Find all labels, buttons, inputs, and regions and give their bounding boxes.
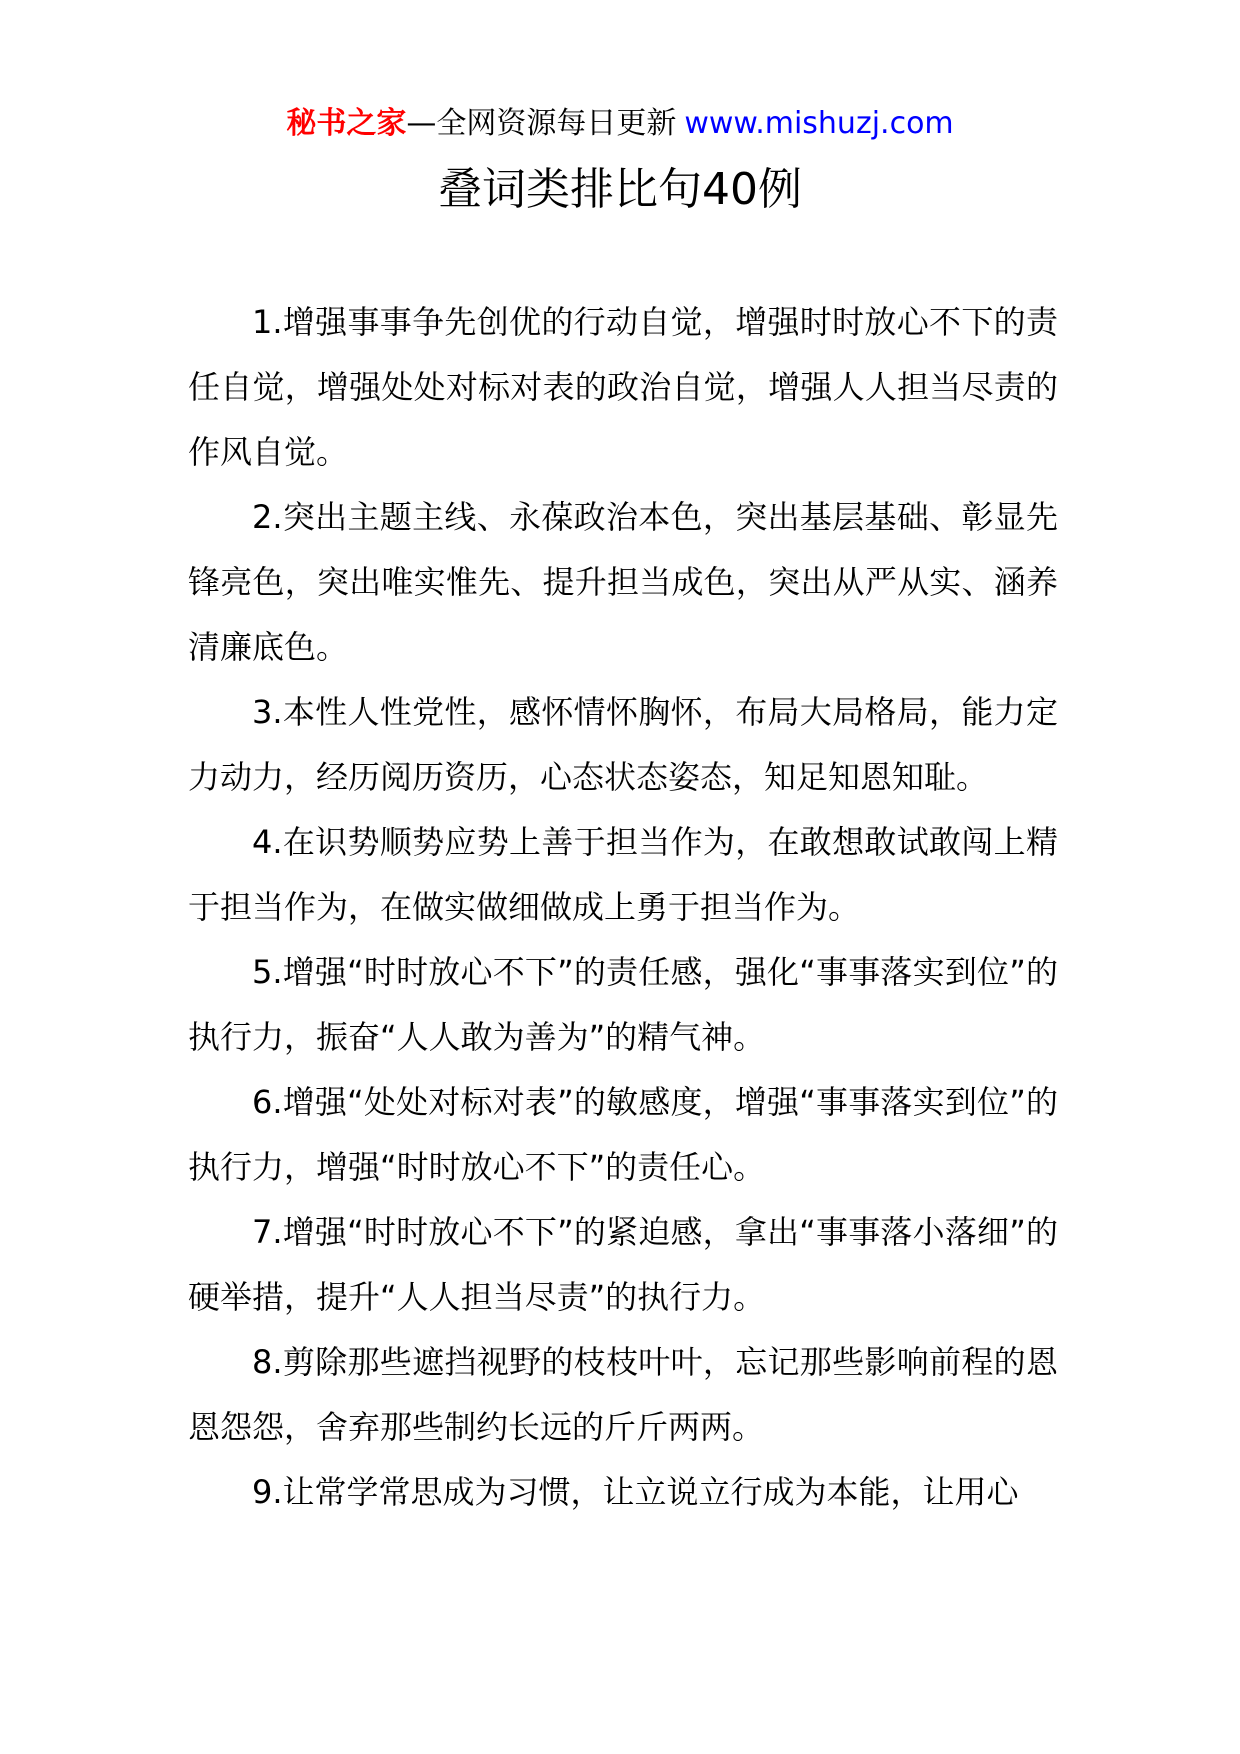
paragraph-5: 5.增强“时时放心不下”的责任感，强化“事事落实到位”的执行力，振奋“人人敢为善为”的精气神。 bbox=[188, 953, 1058, 1056]
document-body bbox=[188, 290, 1058, 1525]
paragraph-4: 4.在识势顺势应势上善于担当作为，在敢想敢试敢闯上精于担当作为，在做实做细做成上勇于担当作为。 bbox=[188, 823, 1058, 926]
brand-name: 秘书之家 bbox=[286, 106, 407, 141]
paragraph-8: 8.剪除那些遮挡视野的枝枝叶叶，忘记那些影响前程的恩恩怨怨，舍弃那些制约长远的斤斤两两。 bbox=[188, 1343, 1058, 1446]
header-tagline: —全网资源每日更新 bbox=[406, 106, 677, 141]
paragraph-9: 9.让常学常思成为习惯，让立说立行成为本能，让用心 bbox=[252, 1473, 1019, 1511]
paragraph-7: 7.增强“时时放心不下”的紧迫感，拿出“事事落小落细”的硬举措，提升“人人担当尽责”的执行力。 bbox=[188, 1213, 1058, 1316]
site-url-link[interactable]: www.mishuzj.com bbox=[684, 106, 954, 141]
paragraph-2: 2.突出主题主线、永葆政治本色，突出基层基础、彰显先锋亮色，突出唯实惟先、提升担当成色，突出从严从实、涵养清廉底色。 bbox=[188, 498, 1058, 666]
paragraph-3: 3.本性人性党性，感怀情怀胸怀，布局大局格局，能力定力动力，经历阅历资历，心态状态姿态，知足知恩知耻。 bbox=[188, 693, 1058, 796]
site-header bbox=[0, 102, 1240, 146]
paragraph-1: 1.增强事事争先创优的行动自觉，增强时时放心不下的责任自觉，增强处处对标对表的政治自觉，增强人人担当尽责的作风自觉。 bbox=[188, 303, 1058, 471]
paragraph-6: 6.增强“处处对标对表”的敏感度，增强“事事落实到位”的执行力，增强“时时放心不下”的责任心。 bbox=[188, 1083, 1058, 1186]
document-title: 叠词类排比句40例 bbox=[438, 164, 802, 215]
